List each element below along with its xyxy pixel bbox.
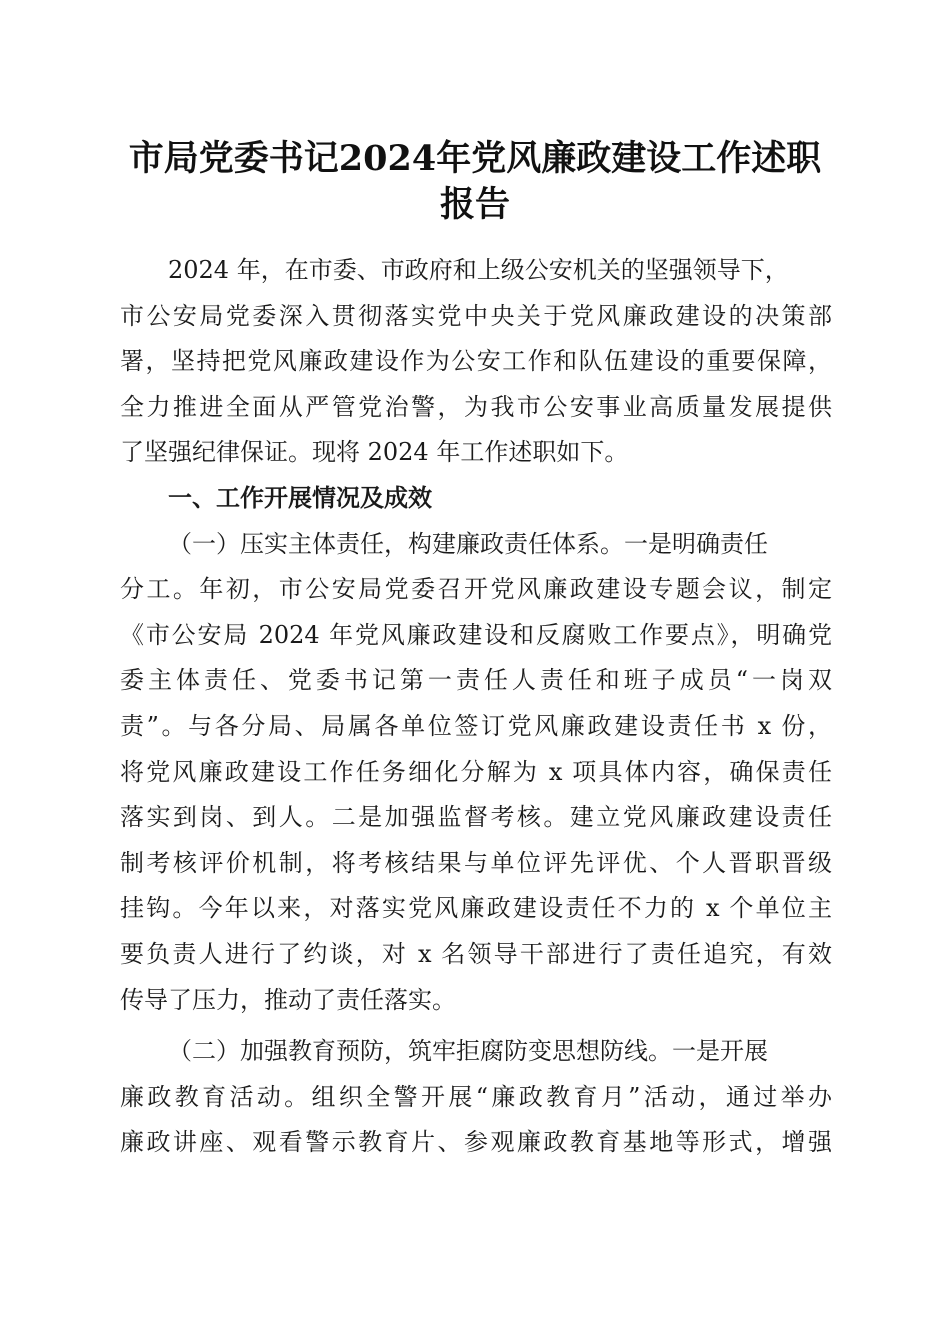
text-line: 廉政教育活动。组织全警开展“廉政教育月”活动，通过举办 xyxy=(120,1082,832,1111)
text-line: 全力推进全面从严管党治警，为我市公安事业高质量发展提供 xyxy=(120,392,832,421)
intro-paragraph xyxy=(120,248,832,476)
text-line: 责”。与各分局、局属各单位签订党风廉政建设责任书 x 份， xyxy=(120,711,832,740)
text-line: 分工。年初，市公安局党委召开党风廉政建设专题会议，制定 xyxy=(120,575,832,604)
text-line: 落实到岗、到人。二是加强监督考核。建立党风廉政建设责任 xyxy=(120,803,832,832)
section-1-heading: 一、工作开展情况及成效 xyxy=(168,483,432,512)
subsection-1-paragraph xyxy=(120,522,832,1024)
text-line: 《市公安局 2024 年党风廉政建设和反腐败工作要点》，明确党 xyxy=(120,620,832,649)
text-line: （二）加强教育预防，筑牢拒腐防变思想防线。一是开展 xyxy=(168,1037,768,1066)
text-line: 要负责人进行了约谈，对 x 名领导干部进行了责任追究，有效 xyxy=(120,939,832,968)
text-line: 2024 年，在市委、市政府和上级公安机关的坚强领导下， xyxy=(168,256,789,284)
title-line-2: 报告 xyxy=(439,184,510,225)
text-line: 了坚强纪律保证。现将 2024 年工作述职如下。 xyxy=(120,438,629,467)
text-line: 将党风廉政建设工作任务细化分解为 x 项具体内容，确保责任 xyxy=(120,757,832,786)
text-line: 廉政讲座、观看警示教育片、参观廉政教育基地等形式，增强 xyxy=(120,1128,832,1157)
section-heading xyxy=(120,476,832,522)
text-line: （一）压实主体责任，构建廉政责任体系。一是明确责任 xyxy=(168,529,768,558)
text-line: 挂钩。今年以来，对落实党风廉政建设责任不力的 x 个单位主 xyxy=(120,894,832,923)
title-line-1: 市局党委书记2024年党风廉政建设工作述职 xyxy=(128,138,822,179)
document-title xyxy=(110,136,840,228)
text-line: 市公安局党委深入贯彻落实党中央关于党风廉政建设的决策部 xyxy=(120,301,832,330)
text-line: 制考核评价机制，将考核结果与单位评先评优、个人晋职晋级 xyxy=(120,848,832,877)
document-body xyxy=(120,248,832,1166)
text-line: 传导了压力，推动了责任落实。 xyxy=(120,985,456,1014)
text-line: 署，坚持把党风廉政建设作为公安工作和队伍建设的重要保障， xyxy=(120,347,832,376)
text-line: 委主体责任、党委书记第一责任人责任和班子成员“一岗双 xyxy=(120,666,832,695)
subsection-2-paragraph xyxy=(120,1029,832,1166)
